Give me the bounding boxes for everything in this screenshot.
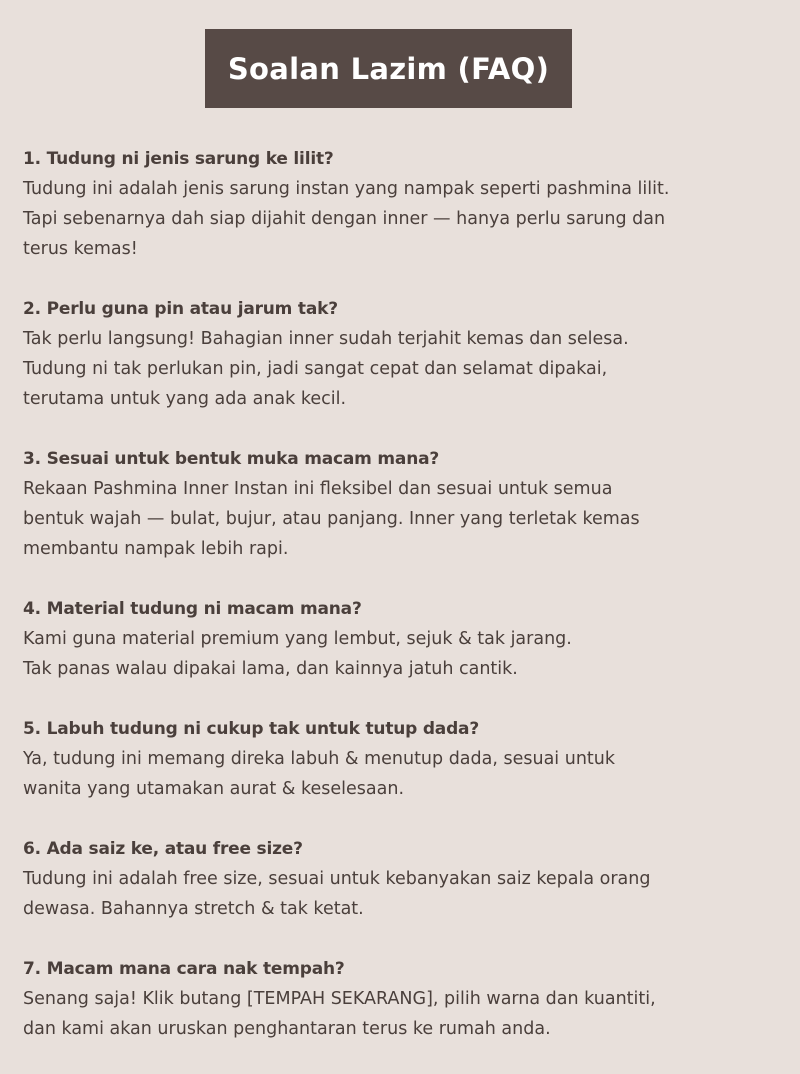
page-title: Soalan Lazim (FAQ) [227,51,550,86]
faq-answer [23,624,788,684]
faq-answer-line: bentuk wajah — bulat, bujur, atau panjang. Inner yang terletak kemas [23,509,640,529]
faq-answer-line: terus kemas! [23,239,138,259]
faq-item [23,834,788,924]
faq-answer-line: Kami guna material premium yang lembut, sejuk & tak jarang. [23,629,572,649]
faq-answer-line: Rekaan Pashmina Inner Instan ini fleksibel dan sesuai untuk semua [23,479,613,499]
faq-answer-line: Tudung ni tak perlukan pin, jadi sangat cepat dan selamat dipakai, [23,359,608,379]
faq-answer [23,864,788,924]
faq-answer-line: Ya, tudung ini memang direka labuh & menutup dada, sesuai untuk [23,749,616,769]
faq-answer-line: Tapi sebenarnya dah siap dijahit dengan inner — hanya perlu sarung dan [23,209,666,229]
faq-question: 1. Tudung ni jenis sarung ke lilit? [23,149,334,169]
faq-list [23,144,788,1074]
faq-answer [23,324,788,414]
faq-item [23,714,788,804]
faq-answer [23,744,788,804]
faq-answer-line: membantu nampak lebih rapi. [23,539,289,559]
faq-answer-line: wanita yang utamakan aurat & keselesaan. [23,779,405,799]
faq-answer-line: Tak panas walau dipakai lama, dan kainnya jatuh cantik. [23,659,518,679]
faq-answer-line: Tudung ini adalah jenis sarung instan yang nampak seperti pashmina lilit. [23,179,670,199]
faq-question: 6. Ada saiz ke, atau free size? [23,839,303,859]
faq-question: 5. Labuh tudung ni cukup tak untuk tutup dada? [23,719,479,739]
faq-answer-line: dewasa. Bahannya stretch & tak ketat. [23,899,364,919]
faq-item [23,294,788,414]
faq-question: 4. Material tudung ni macam mana? [23,599,362,619]
faq-item [23,594,788,684]
faq-question: 2. Perlu guna pin atau jarum tak? [23,299,338,319]
faq-answer [23,984,788,1044]
faq-answer-line: Tudung ini adalah free size, sesuai untuk kebanyakan saiz kepala orang [23,869,651,889]
faq-answer-line: Senang saja! Klik butang [TEMPAH SEKARANG], pilih warna dan kuantiti, [23,989,656,1009]
faq-answer [23,174,788,264]
faq-answer [23,474,788,564]
faq-question: 3. Sesuai untuk bentuk muka macam mana? [23,449,440,469]
faq-item [23,144,788,264]
faq-answer-line: Tak perlu langsung! Bahagian inner sudah terjahit kemas dan selesa. [23,329,629,349]
faq-item [23,954,788,1044]
faq-answer-line: terutama untuk yang ada anak kecil. [23,389,347,409]
faq-question: 7. Macam mana cara nak tempah? [23,959,345,979]
faq-item [23,444,788,564]
faq-answer-line: dan kami akan uruskan penghantaran terus ke rumah anda. [23,1019,551,1039]
title-banner [205,29,572,108]
